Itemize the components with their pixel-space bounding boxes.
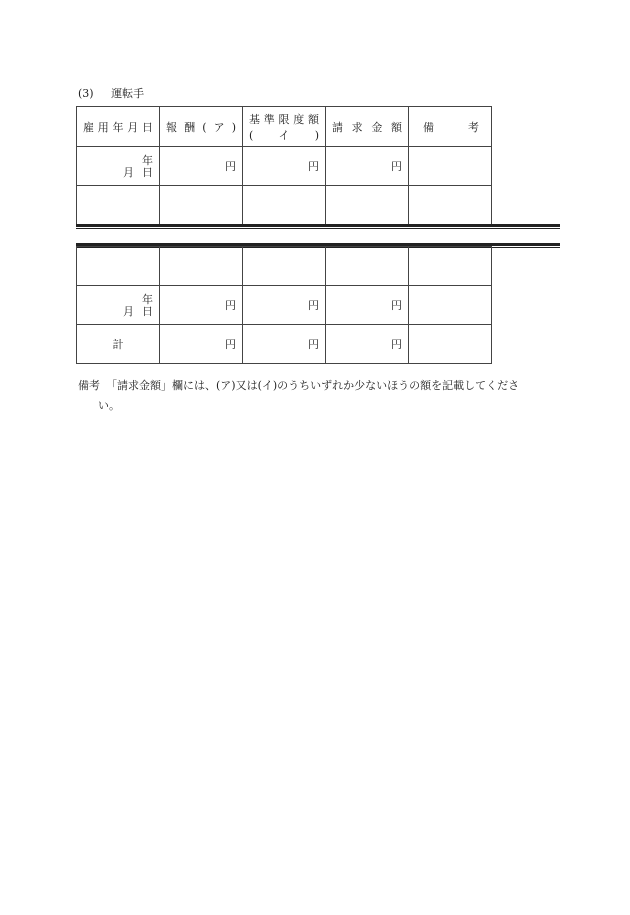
employment-date-cell[interactable]: [77, 186, 160, 225]
month-unit: 月: [123, 305, 134, 318]
total-standard-limit-cell[interactable]: [243, 325, 326, 364]
claim-amount-cell[interactable]: [326, 186, 409, 225]
yen-unit: 円: [225, 338, 236, 351]
yen-unit: 円: [391, 338, 402, 351]
yen-unit: 円: [391, 299, 402, 312]
day-unit: 日: [142, 305, 153, 318]
compensation-table-bottom: [76, 246, 492, 364]
footnote-label: 備考: [78, 379, 100, 392]
footnote-text-line1: 「請求金額」欄には、(ア)又は(イ)のうちいずれか少ないほうの額を記載してくださ: [106, 379, 520, 392]
year-unit: 年: [142, 154, 153, 167]
claim-amount-cell[interactable]: [326, 286, 409, 325]
table-row: [77, 247, 492, 286]
header-employment-date: 雇用年月日: [77, 107, 160, 147]
section-title: 運転手: [111, 87, 145, 100]
total-claim-amount-cell[interactable]: [326, 325, 409, 364]
yen-unit: 円: [308, 160, 319, 173]
footnote: [78, 376, 558, 416]
table-row: [77, 147, 492, 186]
compensation-cell[interactable]: [160, 247, 243, 286]
header-standard-limit: 基準限度額(イ): [243, 107, 326, 147]
standard-limit-cell[interactable]: [243, 286, 326, 325]
total-compensation-cell[interactable]: [160, 325, 243, 364]
remarks-cell[interactable]: [409, 286, 492, 325]
claim-amount-cell[interactable]: [326, 247, 409, 286]
total-label: 計: [77, 325, 160, 364]
day-unit: 日: [142, 166, 153, 179]
standard-limit-cell[interactable]: [243, 147, 326, 186]
header-claim-amount: 請求金額: [326, 107, 409, 147]
employment-date-cell[interactable]: [77, 247, 160, 286]
standard-limit-cell[interactable]: [243, 247, 326, 286]
yen-unit: 円: [308, 299, 319, 312]
yen-unit: 円: [225, 299, 236, 312]
yen-unit: 円: [308, 338, 319, 351]
employment-date-cell[interactable]: [77, 147, 160, 186]
table-row: [77, 286, 492, 325]
compensation-cell[interactable]: [160, 186, 243, 225]
compensation-table-top: [76, 106, 492, 225]
header-compensation: 報酬(ア): [160, 107, 243, 147]
employment-date-cell[interactable]: [77, 286, 160, 325]
table-row: [77, 186, 492, 225]
remarks-header-right: 考: [468, 120, 479, 134]
remarks-cell[interactable]: [409, 186, 492, 225]
standard-limit-cell[interactable]: [243, 186, 326, 225]
table-break-line-top: [76, 224, 560, 227]
section-number: (3): [78, 87, 94, 100]
compensation-cell[interactable]: [160, 286, 243, 325]
table-header-row: [77, 107, 492, 147]
remarks-cell[interactable]: [409, 147, 492, 186]
section-heading: [78, 85, 144, 101]
compensation-cell[interactable]: [160, 147, 243, 186]
remarks-cell[interactable]: [409, 247, 492, 286]
claim-amount-cell[interactable]: [326, 147, 409, 186]
month-unit: 月: [123, 166, 134, 179]
year-unit: 年: [142, 293, 153, 306]
footnote-text-line2: い。: [98, 399, 120, 412]
total-row: [77, 325, 492, 364]
total-remarks-cell[interactable]: [409, 325, 492, 364]
header-remarks: [409, 107, 492, 147]
yen-unit: 円: [391, 160, 402, 173]
remarks-header-left: 備: [423, 120, 434, 134]
yen-unit: 円: [225, 160, 236, 173]
